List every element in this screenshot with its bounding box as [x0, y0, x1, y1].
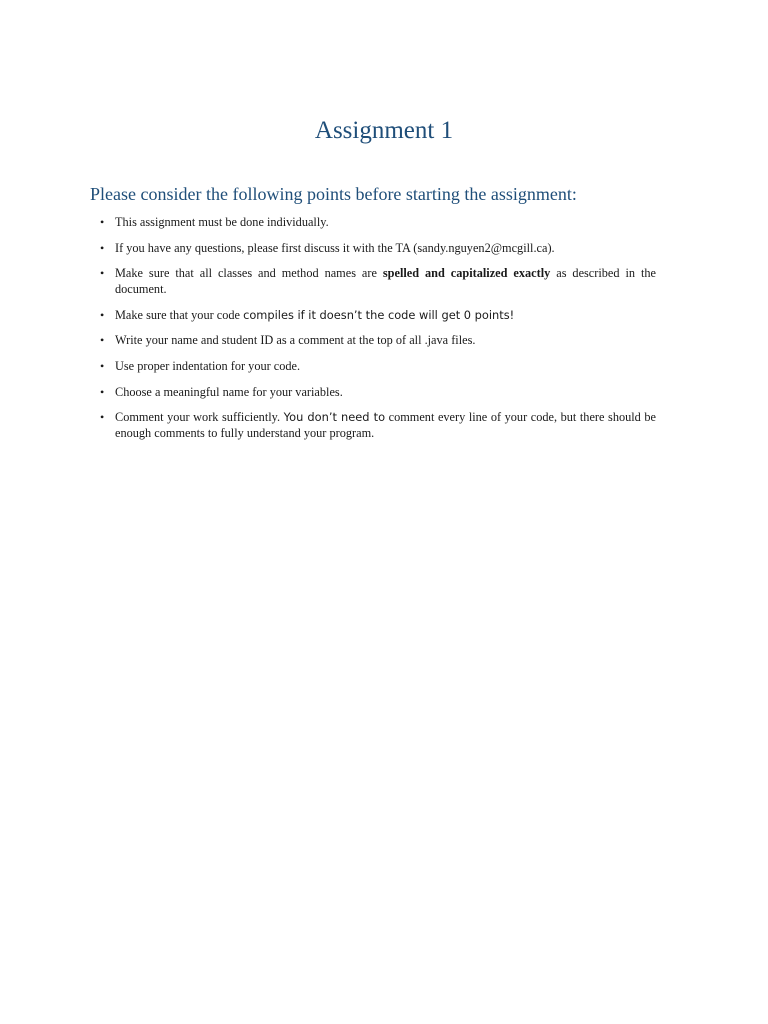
list-item-text: Write your name and student ID as a comment at the top of all .java files.: [115, 333, 476, 348]
list-item: [100, 384, 656, 400]
highlight-text: compiles if it doesn’t the code will get 0 points!: [243, 307, 515, 322]
section-heading: Please consider the following points before starting the assignment:: [90, 184, 577, 204]
list-item: [100, 265, 656, 297]
list-item-text: Use proper indentation for your code.: [115, 358, 301, 373]
bullet-icon: •: [100, 307, 105, 322]
bullet-icon: •: [100, 384, 105, 399]
bullet-icon: •: [100, 333, 105, 348]
list-item: [100, 214, 656, 230]
list-item-text: Choose a meaningful name for your variables.: [115, 384, 343, 399]
list-item-text: comment every line of your code, but there should be enough comments to fully understand your program.: [115, 410, 657, 441]
bullet-icon: •: [100, 266, 105, 281]
emphasis-text: spelled and capitalized exactly: [382, 266, 551, 281]
list-item-text: Make sure that all classes and method names are: [115, 266, 383, 281]
guidelines-list: [100, 214, 656, 451]
list-item: [100, 307, 656, 323]
list-item: [100, 240, 656, 256]
list-item: [100, 358, 656, 374]
bullet-icon: •: [100, 410, 105, 425]
list-item: [100, 409, 656, 441]
list-item: [100, 332, 656, 348]
list-item-text: Comment your work sufficiently.: [115, 410, 284, 425]
list-item-text: This assignment must be done individually.: [115, 215, 329, 229]
list-item-text: Make sure that your code: [115, 307, 244, 322]
highlight-text: You don’t need to: [283, 410, 386, 425]
bullet-icon: •: [100, 240, 105, 255]
list-item-text: If you have any questions, please first discuss it with the TA (sandy.nguyen2@mcgill.ca).: [115, 240, 555, 255]
page-title: Assignment 1: [314, 117, 454, 144]
bullet-icon: •: [100, 358, 105, 373]
list-item-text: as described in the document.: [115, 266, 656, 297]
bullet-icon: •: [100, 215, 105, 229]
